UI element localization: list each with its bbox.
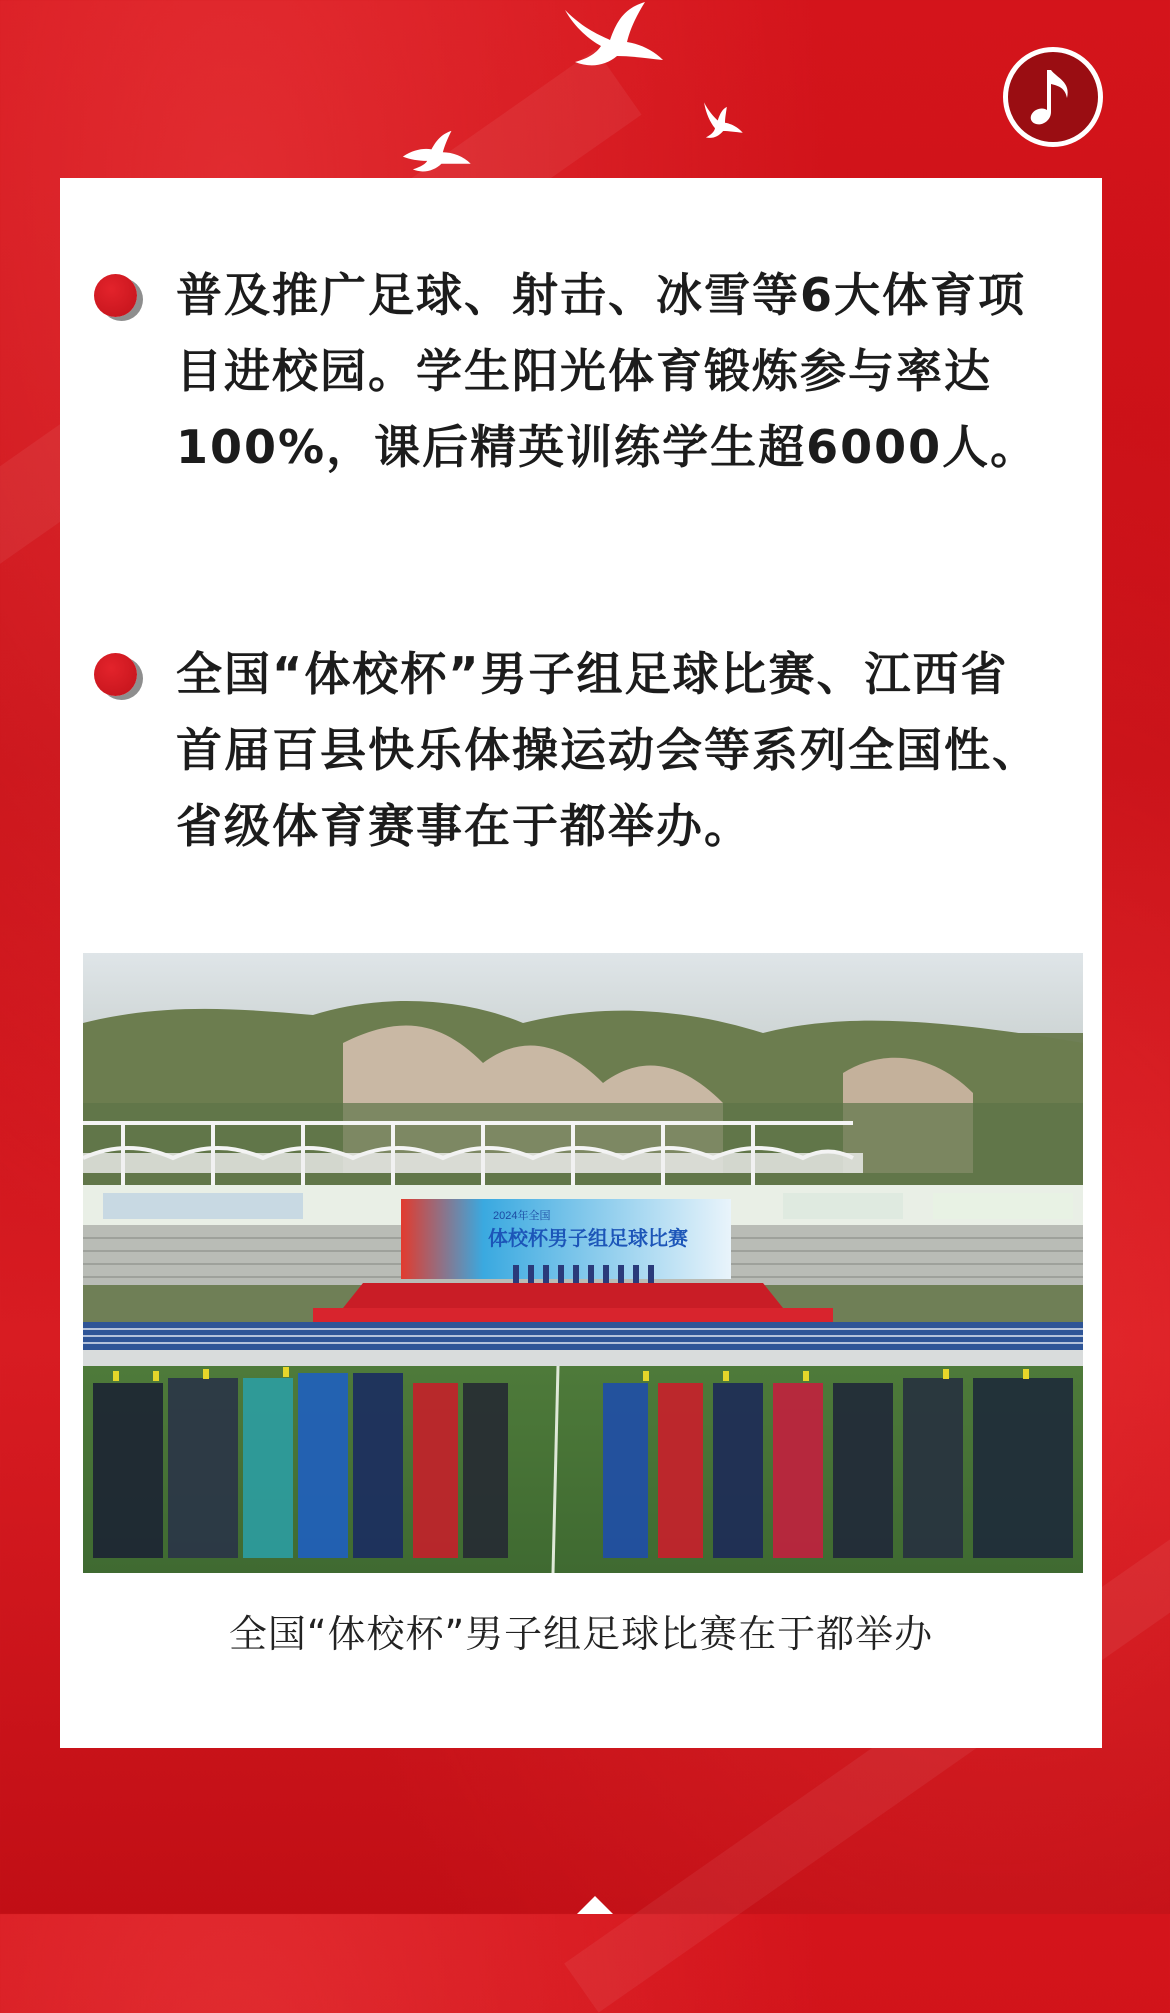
bullet-text-1: 普及推广足球、射击、冰雪等6大体育项目进校园。学生阳光体育锻炼参与率达100%，课后精英训练学生超6000人。	[176, 268, 1039, 474]
bullet-text-2: 全国“体校杯”男子组足球比赛、江西省首届百县快乐体操运动会等系列全国性、省级体育赛事在于都举办。	[176, 647, 1040, 853]
photo-caption: 全国“体校杯”男子组足球比赛在于都举办	[228, 1612, 934, 1656]
dove-icon	[695, 98, 745, 143]
banner-title: 体校杯男子组足球比赛	[488, 1226, 688, 1250]
scroll-up-arrow-icon[interactable]	[577, 1896, 613, 1914]
content-card	[60, 178, 1102, 1748]
dove-icon	[395, 128, 475, 178]
bullet-dot	[94, 653, 137, 696]
stadium-scene	[83, 953, 1083, 1573]
dove-icon	[555, 0, 665, 70]
banner-subtitle: 2024年全国	[493, 1210, 551, 1222]
event-photo	[83, 953, 1083, 1573]
bullet-dot	[94, 274, 137, 317]
music-note-icon	[1027, 66, 1079, 128]
music-toggle-button[interactable]	[1003, 47, 1103, 147]
